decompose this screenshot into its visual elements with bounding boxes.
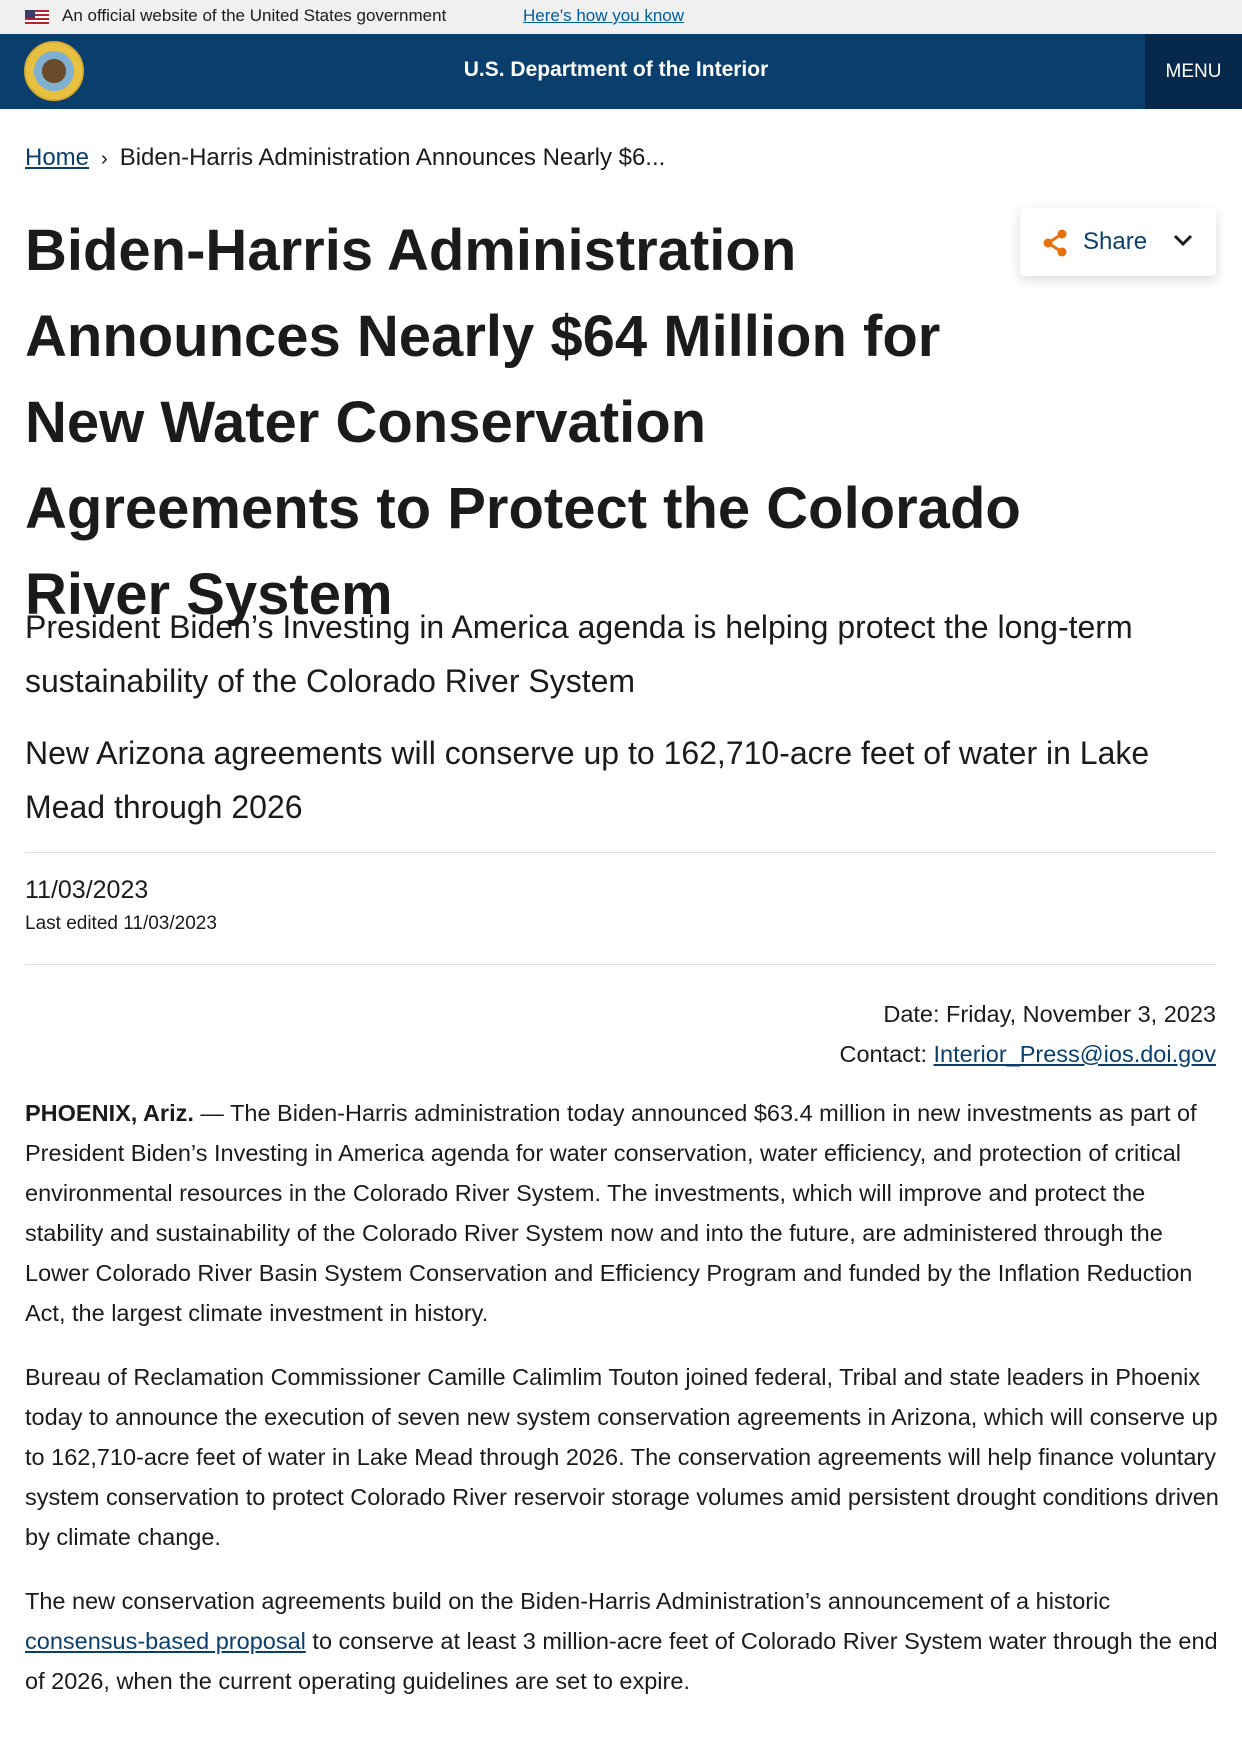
consensus-proposal-link[interactable]: consensus-based proposal xyxy=(25,1628,306,1654)
site-title[interactable]: U.S. Department of the Interior xyxy=(463,58,769,81)
article-body xyxy=(25,1093,1220,1725)
contact-label: Contact: xyxy=(839,1041,934,1067)
share-icon xyxy=(1042,229,1068,257)
subtitle-2: New Arizona agreements will conserve up to 162,710-acre feet of water in Lake Mead through 2026 xyxy=(25,735,1150,825)
paragraph xyxy=(25,1093,1220,1333)
site-header xyxy=(0,34,1242,109)
last-edited: Last edited 11/03/2023 xyxy=(25,913,217,934)
breadcrumb-home-link[interactable]: Home xyxy=(25,144,90,171)
press-meta xyxy=(839,994,1216,1074)
paragraph-text: — The Biden-Harris administration today announced $63.4 million in new investments as part of President Biden’s Investing in America agenda for water conservation, water efficiency, and protection of critical environmental resources in the Colorado River System. The investments, which will improve and protect the stability and sustainability of the Colorado River System now and into the future, are administered through the Lower Colorado River Basin System Conservation and Efficiency Program and funded by the Inflation Reduction Act, the largest climate investment in history. xyxy=(25,1100,1197,1326)
breadcrumb-current: Biden-Harris Administration Announces Nearly $6... xyxy=(119,144,666,171)
breadcrumb xyxy=(25,144,665,172)
paragraph: Bureau of Reclamation Commissioner Camille Calimlim Touton joined federal, Tribal and state leaders in Phoenix today to announce the execution of seven new system conservation agreements in Arizona, which will conserve up to 162,710-acre feet of water in Lake Mead through 2026. The conservation agreements will help finance voluntary system conservation to protect Colorado River reservoir storage volumes amid persistent drought conditions driven by climate change. xyxy=(25,1364,1219,1550)
share-label: Share xyxy=(1083,228,1148,255)
paragraph-text: The new conservation agreements build on the Biden-Harris Administration’s announcement of a historic xyxy=(25,1588,1111,1614)
date-line: Date: Friday, November 3, 2023 xyxy=(883,1001,1216,1027)
dateline: PHOENIX, Ariz. xyxy=(25,1100,194,1126)
divider xyxy=(25,852,1216,853)
heres-how-you-know-link[interactable]: Here's how you know xyxy=(523,6,685,25)
gov-banner xyxy=(0,0,1242,34)
menu-button[interactable]: MENU xyxy=(1145,34,1242,109)
chevron-down-icon xyxy=(1172,232,1194,248)
paragraph-text: to conserve at least 3 million-acre feet of Colorado River System water through the end of 2026, when the current operating guidelines are set to expire. xyxy=(25,1628,1218,1694)
chevron-right-icon: › xyxy=(101,148,108,170)
paragraph xyxy=(25,1581,1220,1701)
contact-line xyxy=(839,1034,1216,1074)
share-button[interactable] xyxy=(1020,208,1216,276)
page-title: Biden-Harris Administration Announces Nearly $64 Million for New Water Conservation Agreements to Protect the Colorado River System xyxy=(25,218,1021,627)
us-flag-icon xyxy=(25,10,49,24)
divider xyxy=(25,964,1216,965)
contact-email-link[interactable]: Interior_Press@ios.doi.gov xyxy=(933,1041,1216,1067)
publish-date: 11/03/2023 xyxy=(25,876,149,904)
subtitle-1: President Biden’s Investing in America agenda is helping protect the long-term sustainability of the Colorado River System xyxy=(25,609,1133,699)
gov-banner-text: An official website of the United States government xyxy=(62,6,447,25)
